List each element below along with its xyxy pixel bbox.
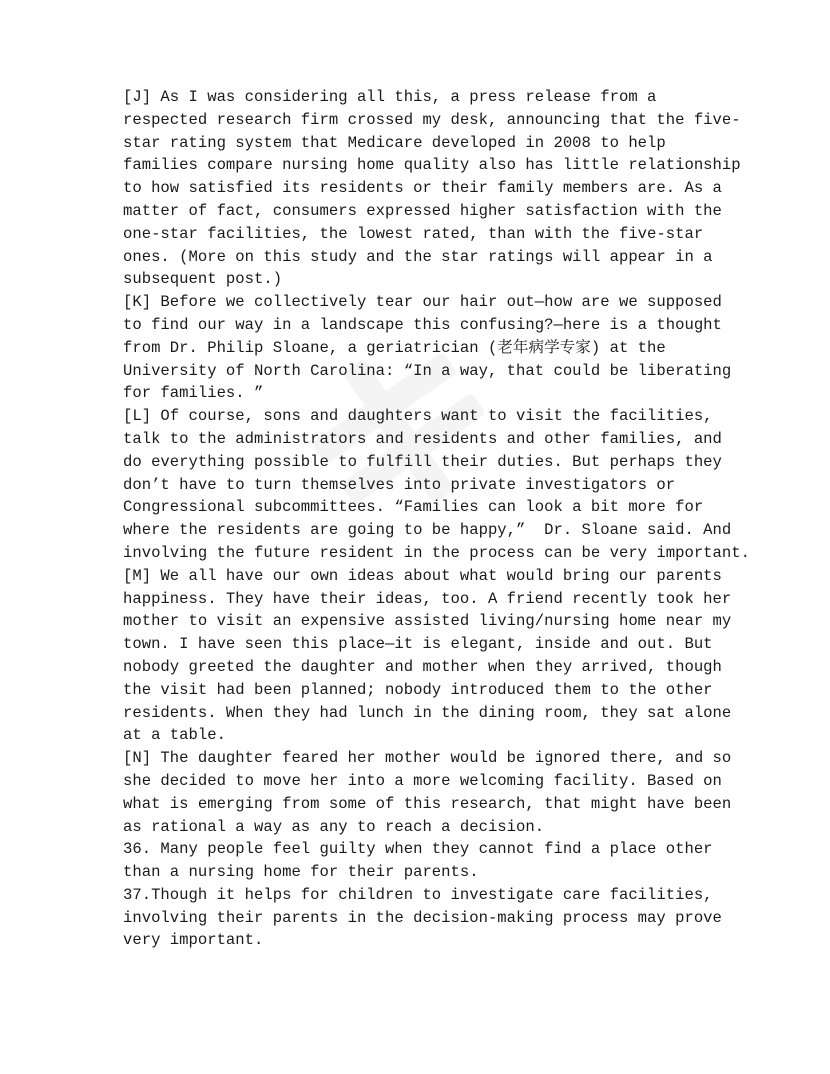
text-line: subsequent post.) [123, 270, 283, 289]
text-line: what is emerging from some of this research, that might have been [123, 794, 732, 813]
text-line: where the residents are going to be happy,” Dr. Sloane said. And [123, 521, 732, 540]
text-line: involving their parents in the decision-making process may prove [123, 908, 722, 927]
text-line: [J] As I was considering all this, a press release from a [123, 88, 657, 106]
text-line: [K] Before we collectively tear our hair out—how are we supposed [123, 293, 722, 312]
text-line: [N] The daughter feared her mother would be ignored there, and so [123, 749, 732, 768]
text-line: mother to visit an expensive assisted living/nursing home near my [123, 612, 732, 631]
text-line: talk to the administrators and residents and other families, and [123, 429, 722, 448]
text-line: families compare nursing home quality also has little relationship [123, 156, 741, 175]
text-line: town. I have seen this place—it is elegant, inside and out. But [123, 635, 713, 654]
text-line: than a nursing home for their parents. [123, 863, 479, 882]
text-line: Congressional subcommittees. “Families can look a bit more for [123, 498, 704, 517]
text-line: from Dr. Philip Sloane, a geriatrician (老年病学专家) at the [123, 338, 666, 357]
text-line: nobody greeted the daughter and mother when they arrived, though [123, 657, 722, 676]
text-line: to find our way in a landscape this confusing?—here is a thought [123, 315, 722, 334]
text-line: matter of fact, consumers expressed higher satisfaction with the [123, 201, 722, 220]
text-line: do everything possible to fulfill their duties. But perhaps they [123, 452, 722, 471]
text-line: star rating system that Medicare developed in 2008 to help [123, 133, 666, 152]
text-line: very important. [123, 931, 264, 950]
text-line: [L] Of course, sons and daughters want to visit the facilities, [123, 407, 713, 426]
text-line: the visit had been planned; nobody introduced them to the other [123, 680, 713, 699]
text-line: she decided to move her into a more welcoming facility. Based on [123, 771, 722, 790]
text-line: happiness. They have their ideas, too. A friend recently took her [123, 589, 732, 608]
text-line: 36. Many people feel guilty when they cannot find a place other [123, 840, 713, 859]
text-line: ones. (More on this study and the star ratings will appear in a [123, 247, 713, 266]
text-line: don’t have to turn themselves into private investigators or [123, 475, 676, 494]
text-line: one-star facilities, the lowest rated, than with the five-star [123, 224, 704, 243]
text-line: as rational a way as any to reach a decision. [123, 817, 545, 836]
text-line: for families. ” [123, 384, 264, 403]
text-line: at a table. [123, 726, 226, 745]
text-line: respected research firm crossed my desk, announcing that the five- [123, 110, 741, 129]
text-line: University of North Carolina: “In a way, that could be liberating [123, 361, 732, 380]
text-line: 37.Though it helps for children to investigate care facilities, [123, 885, 713, 904]
text-line: to how satisfied its residents or their family members are. As a [123, 179, 722, 198]
text-line: [M] We all have our own ideas about what would bring our parents [123, 566, 722, 585]
text-line: residents. When they had lunch in the dining room, they sat alone [123, 703, 732, 722]
text-line: involving the future resident in the process can be very important. [123, 543, 750, 562]
document-body [123, 86, 750, 952]
